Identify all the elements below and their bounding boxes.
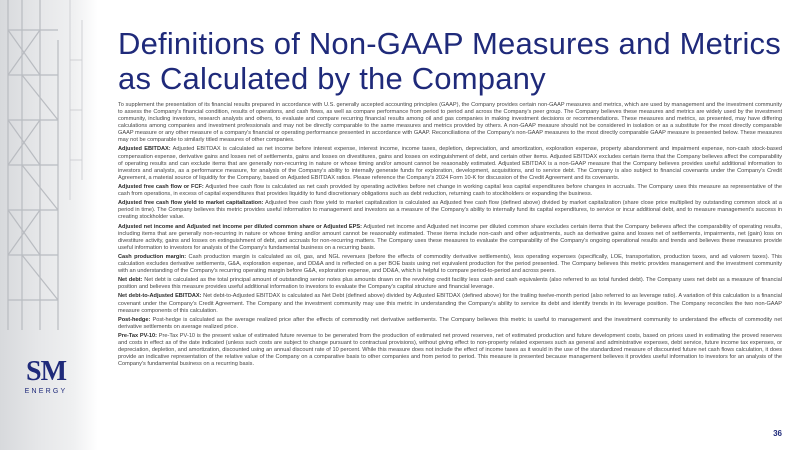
definition-paragraph [118, 333, 782, 368]
page-title: Definitions of Non-GAAP Measures and Metrics as Calculated by the Company [118, 26, 781, 96]
company-logo [22, 358, 70, 395]
definitions-body [118, 102, 782, 368]
definition-term: Adjusted net income and Adjusted net income per diluted common share or Adjusted EPS: [118, 223, 362, 230]
decorative-sidebar [0, 0, 98, 450]
definition-paragraph [118, 184, 782, 198]
definition-text: Pre-Tax PV-10 is the present value of estimated future revenue to be generated from the production of estimated net proved reserves, net of estimated production and future development costs, based on prices used in estimating the proved reserves and costs in effect as of the date indicated (unless such costs are subject to change pursuant to contractual provisions), without giving effect to non-property related expenses such as general and administrative expenses, debt service, future income tax expenses, or depreciation, depletion, and amortization, discounted using an annual discount rate of 10 percent. While this measure does not include the effect of income taxes as it would in the use of the standardized measure of discounted future net cash flows calculation, it does provide an indicative representation of the relative value of the Company on a comparative basis to other companies and from period to period. This measure is presented because management believes it provides useful information to investors for an analysis of the Company's fundamental business on a recurring basis. [118, 333, 782, 368]
definition-text: Adjusted free cash flow is calculated as net cash provided by operating activities before net change in working capital less capital expenditures before changes in accruals. The Company uses this measure as representative of the cash from operations, in excess of capital expenditures that provides liquidity to fund discretionary obligations such as debt reduction, returning cash to stockholders or expanding the business. [118, 183, 782, 197]
definition-term: Adjusted EBITDAX: [118, 146, 171, 153]
definition-text: Adjusted net income and Adjusted net income per diluted common share excludes certain items that the Company believes affect the comparability of operating results, including items that are generally non-recurring in nature or whose timing and/or amount cannot be reasonably estimated. These items include non-cash and other adjustments, such as derivative gains and losses net of settlements, impairments, net (gain) loss on divestiture activity, gains and losses on extinguishment of debt, and accruals for non-recurring matters. The Company uses these measures to evaluate the comparability of the Company's ongoing operational results and trends and believes these measures provide useful information to investors for analysis of the Company's fundamental business on a recurring basis. [118, 223, 782, 251]
definition-text: Adjusted EBITDAX is calculated as net income before interest expense, interest income, income taxes, depletion, depreciation, and amortization, exploration expense, property abandonment and impairment expense, non-cash stock-based compensation expense, derivative gains and losses net of settlements, gains and losses on divestitures, gains and losses on extinguishment of debt, and certain other items. Adjusted EBITDAX excludes certain items that the Company believes affect the comparability of operating results and can exclude items that are generally non-recurring in nature or whose timing and/or amount cannot be reasonably estimated. Adjusted EBITDAX is a non-GAAP measure that the Company believes provides useful additional information to investors and analysts, as a performance measure, for analysis of the Company's ability to internally generate funds for exploration, development, acquisitions, and to service debt. The Company is also subject to financial covenants under the Company's Credit Agreement, a material source of liquidity for the Company, based on Adjusted EBITDAX ratios. Please reference the Company's 2024 Form 10-K for discussion of the Credit Agreement and its covenants. [118, 146, 782, 181]
definition-term: Post-hedge: [118, 316, 151, 323]
definition-paragraph [118, 224, 782, 252]
definition-paragraph [118, 146, 782, 181]
definition-paragraph [118, 277, 782, 291]
intro-paragraph: To supplement the presentation of its financial results prepared in accordance with U.S. generally accepted accounting principles (GAAP), the Company provides certain non-GAAP measures and metrics, which are used by management and the investment community to assess the Company's financial condition, results of operations, and cash flows, as well as compare performance from period to period and across the Company's peer group. The Company believes these measures and metrics are widely used by the investment community, including investors, research analysts and others, to evaluate and compare recurring financial results among oil and gas companies in making investment decisions or recommendations. These measures and metrics, as presented, may have differing calculations among companies and investment professionals and may not be directly comparable to the same measures and metrics provided by others. A non-GAAP measure should not be considered in isolation or as a substitute for the most directly comparable GAAP measure or any other measure of a company's financial or operating performance presented in accordance with GAAP. Reconciliations of the Company's non-GAAP measures to the most directly comparable GAAP measure is presented below. These measures may not be comparable to similarly titled measures of other companies. [118, 102, 782, 144]
logo-wordmark: ENERGY [24, 388, 68, 395]
definition-text: Cash production margin is calculated as oil, gas, and NGL revenues (before the effects of commodity derivative settlements), less operating expenses (specifically, LOE, transportation, production taxes, and ad valorem taxes). This calculation excludes derivative settlements, G&A, exploration expense, and DD&A and is reflected on a per BOE basis using net equivalent production for the period presented. The Company believes this metric provides management and the investment community with an understanding of the Company's recurring operating margin before G&A, exploration expense, and DD&A, which is helpful to compare period-to-period and across peers. [118, 253, 782, 274]
definition-text: Post-hedge is calculated as the average realized price after the effects of commodity net derivative settlements. The Company believes this metric is useful to management and the investment community to understand the effects of commodity net derivative settlements on average realized price. [118, 316, 782, 330]
definition-term: Net debt: [118, 277, 143, 284]
definition-paragraph [118, 200, 782, 221]
definition-text: Net debt is calculated as the total principal amount of outstanding senior notes plus amounts drawn on the revolving credit facility less cash and cash equivalents (also referred to as total funded debt). The Company uses net debt as a measure of financial position and believes this measure provides useful additional information to investors to evaluate the Company's capital structure and financial leverage. [118, 277, 782, 291]
definition-paragraph [118, 254, 782, 275]
definition-term: Adjusted free cash flow yield to market capitalization: [118, 200, 264, 207]
main-content [118, 0, 782, 371]
definition-term: Pre-Tax PV-10: [118, 333, 157, 340]
definition-term: Cash production margin: [118, 253, 187, 260]
definition-text: Adjusted free cash flow yield to market capitalization is calculated as Adjusted free cash flow (defined above) divided by market capitalization (share close price multiplied by outstanding common stock at a period in time). The Company believes this metric provides useful information to management and investors as a measure of the Company's ability to internally fund its capital expenditures, to service or incur additional debt, and to measure management's success in creating stockholder value. [118, 200, 782, 221]
logo-mark: SM [26, 356, 66, 387]
definition-paragraph [118, 293, 782, 314]
page-number: 36 [773, 429, 782, 438]
definition-term: Net debt-to-Adjusted EBITDAX: [118, 293, 202, 300]
definition-term: Adjusted free cash flow or FCF: [118, 183, 204, 190]
definition-paragraph [118, 317, 782, 331]
definition-text: Net debt-to-Adjusted EBITDAX is calculated as Net Debt (defined above) divided by Adjusted EBITDAX (defined above) for the trailing twelve-month period (also referred to as leverage ratio). A variation of this calculation is a financial covenant under the Company's Credit Agreement. The Company and the investment community may use this metric in understanding the Company's ability to service its debt and identify trends in its leverage position. The Company reconciles the two non-GAAP measure components of this calculation. [118, 293, 782, 314]
